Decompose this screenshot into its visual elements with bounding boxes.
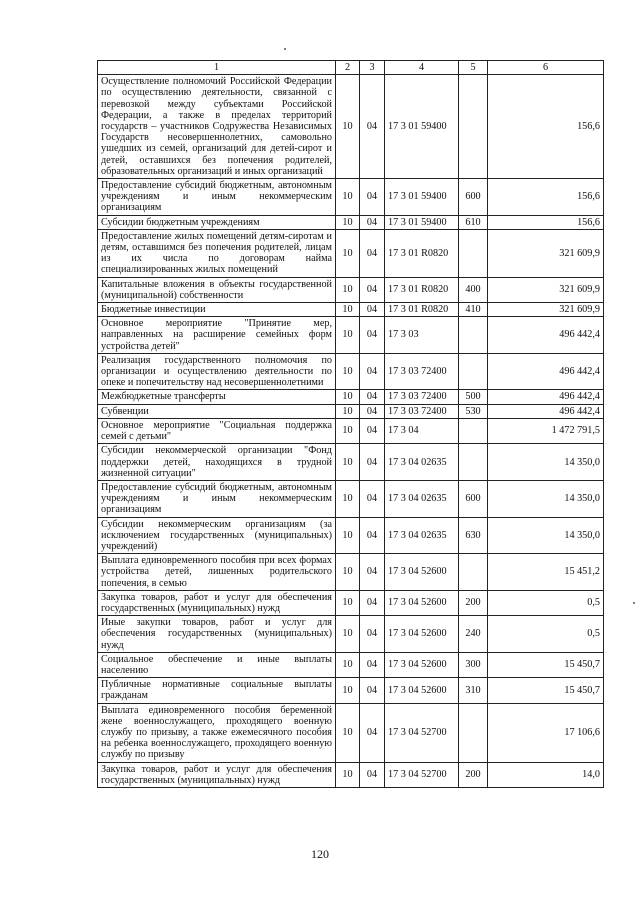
cell-subsection: 04 (360, 652, 385, 677)
cell-subsection: 04 (360, 229, 385, 277)
cell-target-article: 17 3 01 R0820 (385, 229, 459, 277)
cell-subsection: 04 (360, 277, 385, 302)
cell-expense-type (459, 703, 488, 762)
cell-expense-type (459, 554, 488, 591)
column-header: 4 (385, 61, 459, 75)
cell-target-article: 17 3 01 59400 (385, 215, 459, 229)
cell-section: 10 (336, 390, 360, 404)
table-body (98, 75, 604, 788)
cell-name: Выплата единовременного пособия беременной жене военнослужащего, проходящего военную службу по призыву, а также ежемесячного пособия на ребенка военнослужащего, проходящего военную службу по призыву (98, 703, 336, 762)
cell-expense-type: 300 (459, 652, 488, 677)
cell-expense-type (459, 444, 488, 481)
cell-target-article: 17 3 01 R0820 (385, 277, 459, 302)
page-number: 120 (311, 847, 329, 861)
scan-speck (633, 602, 635, 604)
cell-name: Основное мероприятие "Принятие мер, направленных на расширение семейных форм устройства детей" (98, 317, 336, 354)
cell-subsection: 04 (360, 215, 385, 229)
table-row (98, 554, 604, 591)
cell-name: Предоставление жилых помещений детям-сиротам и детям, оставшимся без попечения родителей, лицам из их числа по договорам найма специализированных жилых помещений (98, 229, 336, 277)
cell-section: 10 (336, 762, 360, 787)
cell-target-article: 17 3 03 (385, 317, 459, 354)
cell-amount: 15 450,7 (488, 652, 604, 677)
table-row (98, 277, 604, 302)
cell-target-article: 17 3 03 72400 (385, 353, 459, 390)
cell-section: 10 (336, 404, 360, 418)
cell-amount: 156,6 (488, 75, 604, 179)
cell-section: 10 (336, 480, 360, 517)
cell-amount: 14 350,0 (488, 480, 604, 517)
cell-expense-type: 240 (459, 616, 488, 653)
cell-amount: 0,5 (488, 616, 604, 653)
table-row (98, 303, 604, 317)
cell-amount: 14 350,0 (488, 444, 604, 481)
cell-amount: 14 350,0 (488, 517, 604, 554)
cell-expense-type: 200 (459, 590, 488, 615)
table-row (98, 390, 604, 404)
cell-subsection: 04 (360, 75, 385, 179)
cell-expense-type (459, 418, 488, 443)
cell-name: Субсидии некоммерческой организации "Фонд поддержки детей, находящихся в трудной жизненной ситуации" (98, 444, 336, 481)
table-row (98, 762, 604, 787)
cell-amount: 1 472 791,5 (488, 418, 604, 443)
cell-name: Реализация государственного полномочия по организации и осуществлению деятельности по опеке и попечительству над несовершеннолетними (98, 353, 336, 390)
cell-target-article: 17 3 01 59400 (385, 75, 459, 179)
cell-expense-type: 530 (459, 404, 488, 418)
table-row (98, 480, 604, 517)
cell-amount: 156,6 (488, 215, 604, 229)
column-header: 5 (459, 61, 488, 75)
cell-section: 10 (336, 418, 360, 443)
cell-name: Закупка товаров, работ и услуг для обеспечения государственных (муниципальных) нужд (98, 762, 336, 787)
cell-subsection: 04 (360, 418, 385, 443)
cell-expense-type (459, 75, 488, 179)
cell-name: Закупка товаров, работ и услуг для обеспечения государственных (муниципальных) нужд (98, 590, 336, 615)
cell-expense-type: 400 (459, 277, 488, 302)
cell-expense-type: 610 (459, 215, 488, 229)
cell-amount: 321 609,9 (488, 303, 604, 317)
cell-amount: 17 106,6 (488, 703, 604, 762)
cell-name: Субсидии некоммерческим организациям (за исключением государственных (муниципальных) учреждений) (98, 517, 336, 554)
cell-section: 10 (336, 317, 360, 354)
table-row (98, 418, 604, 443)
scan-speck (284, 48, 286, 50)
cell-target-article: 17 3 04 52700 (385, 703, 459, 762)
cell-name: Предоставление субсидий бюджетным, автономным учреждениям и иным некоммерческим организациям (98, 179, 336, 216)
cell-target-article: 17 3 04 02635 (385, 480, 459, 517)
cell-section: 10 (336, 215, 360, 229)
cell-subsection: 04 (360, 404, 385, 418)
cell-target-article: 17 3 04 02635 (385, 444, 459, 481)
cell-subsection: 04 (360, 480, 385, 517)
cell-name: Социальное обеспечение и иные выплаты населению (98, 652, 336, 677)
table-row (98, 703, 604, 762)
cell-name: Осуществление полномочий Российской Федерации по осуществлению деятельности, связанной с перевозкой между субъектами Российской Федерации, а также в пределах территорий государств – участников Содружества Независимых Государств несовершеннолетних, самовольно ушедших из семей, организаций для детей-сирот и детей, оставшихся без попечения родителей, образовательных организаций и иных организаций (98, 75, 336, 179)
cell-name: Выплата единовременного пособия при всех формах устройства детей, лишенных родительского попечения, в семью (98, 554, 336, 591)
cell-amount: 321 609,9 (488, 229, 604, 277)
cell-amount: 15 450,7 (488, 678, 604, 703)
cell-amount: 496 442,4 (488, 317, 604, 354)
table-row (98, 652, 604, 677)
cell-section: 10 (336, 616, 360, 653)
cell-section: 10 (336, 554, 360, 591)
cell-expense-type (459, 353, 488, 390)
cell-subsection: 04 (360, 703, 385, 762)
cell-amount: 496 442,4 (488, 404, 604, 418)
column-header: 2 (336, 61, 360, 75)
cell-target-article: 17 3 01 R0820 (385, 303, 459, 317)
cell-expense-type: 200 (459, 762, 488, 787)
column-header: 6 (488, 61, 604, 75)
table-row (98, 444, 604, 481)
cell-expense-type: 630 (459, 517, 488, 554)
cell-section: 10 (336, 678, 360, 703)
cell-name: Предоставление субсидий бюджетным, автономным учреждениям и иным некоммерческим организациям (98, 480, 336, 517)
cell-name: Основное мероприятие "Социальная поддержка семей с детьми" (98, 418, 336, 443)
cell-subsection: 04 (360, 616, 385, 653)
cell-subsection: 04 (360, 303, 385, 317)
cell-name: Капитальные вложения в объекты государственной (муниципальной) собственности (98, 277, 336, 302)
cell-amount: 0,5 (488, 590, 604, 615)
cell-expense-type: 310 (459, 678, 488, 703)
cell-expense-type: 410 (459, 303, 488, 317)
cell-subsection: 04 (360, 762, 385, 787)
cell-name: Публичные нормативные социальные выплаты гражданам (98, 678, 336, 703)
cell-expense-type: 600 (459, 179, 488, 216)
cell-target-article: 17 3 01 59400 (385, 179, 459, 216)
cell-expense-type: 600 (459, 480, 488, 517)
table-row (98, 75, 604, 179)
cell-amount: 15 451,2 (488, 554, 604, 591)
table-row (98, 590, 604, 615)
column-header: 3 (360, 61, 385, 75)
table-row (98, 353, 604, 390)
cell-name: Иные закупки товаров, работ и услуг для обеспечения государственных (муниципальных) нужд (98, 616, 336, 653)
cell-subsection: 04 (360, 353, 385, 390)
cell-expense-type (459, 229, 488, 277)
cell-expense-type (459, 317, 488, 354)
cell-section: 10 (336, 277, 360, 302)
cell-section: 10 (336, 590, 360, 615)
cell-name: Бюджетные инвестиции (98, 303, 336, 317)
table-row (98, 229, 604, 277)
cell-subsection: 04 (360, 554, 385, 591)
cell-target-article: 17 3 03 72400 (385, 390, 459, 404)
cell-section: 10 (336, 75, 360, 179)
cell-section: 10 (336, 303, 360, 317)
cell-subsection: 04 (360, 517, 385, 554)
cell-target-article: 17 3 04 52600 (385, 590, 459, 615)
cell-target-article: 17 3 04 52600 (385, 678, 459, 703)
cell-subsection: 04 (360, 390, 385, 404)
cell-target-article: 17 3 04 52600 (385, 652, 459, 677)
cell-subsection: 04 (360, 590, 385, 615)
budget-table (97, 60, 604, 788)
cell-section: 10 (336, 179, 360, 216)
cell-section: 10 (336, 444, 360, 481)
cell-target-article: 17 3 03 72400 (385, 404, 459, 418)
cell-name: Субсидии бюджетным учреждениям (98, 215, 336, 229)
cell-section: 10 (336, 229, 360, 277)
cell-target-article: 17 3 04 52700 (385, 762, 459, 787)
cell-amount: 496 442,4 (488, 353, 604, 390)
cell-target-article: 17 3 04 52600 (385, 616, 459, 653)
cell-section: 10 (336, 517, 360, 554)
cell-amount: 321 609,9 (488, 277, 604, 302)
cell-target-article: 17 3 04 52600 (385, 554, 459, 591)
cell-target-article: 17 3 04 (385, 418, 459, 443)
table-row (98, 678, 604, 703)
cell-subsection: 04 (360, 317, 385, 354)
column-header: 1 (98, 61, 336, 75)
cell-amount: 496 442,4 (488, 390, 604, 404)
cell-name: Субвенции (98, 404, 336, 418)
cell-amount: 14,0 (488, 762, 604, 787)
cell-subsection: 04 (360, 678, 385, 703)
table-header-row (98, 61, 604, 75)
table-row (98, 404, 604, 418)
table-row (98, 179, 604, 216)
table-row (98, 317, 604, 354)
cell-section: 10 (336, 703, 360, 762)
table-row (98, 215, 604, 229)
table-row (98, 517, 604, 554)
cell-target-article: 17 3 04 02635 (385, 517, 459, 554)
table-row (98, 616, 604, 653)
cell-section: 10 (336, 652, 360, 677)
cell-subsection: 04 (360, 179, 385, 216)
cell-amount: 156,6 (488, 179, 604, 216)
cell-expense-type: 500 (459, 390, 488, 404)
cell-name: Межбюджетные трансферты (98, 390, 336, 404)
cell-section: 10 (336, 353, 360, 390)
cell-subsection: 04 (360, 444, 385, 481)
